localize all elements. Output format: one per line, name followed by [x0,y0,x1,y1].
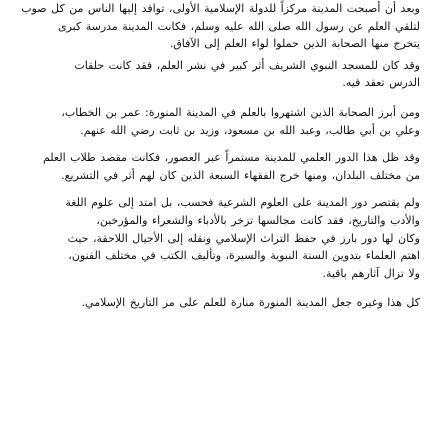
paragraph-line: من مختلف البلدان، ومنها خرج الفقهاء السبعة الذين كان لهم أثر في التشريع. [61,168,420,182]
paragraph-line: يتخرج منها الصحابة الذين حملوا لواء العلم إلى الآفاق. [169,37,420,51]
paragraph-line: وبعد أن أصبحت المدينة مركزاً للدولة الإسلامية الأولى، توافد إليها الناس من كل صوب [21,2,420,15]
paragraph-line: كل هذا وغيره جعل المدينة المنورة منارة للعلم على مر التاريخ الإسلامي. [81,296,420,310]
paragraph-line: ومن أبرز الصحابة الذين اشتهروا بالعلم في المدينة المنورة: عمر بن الخطاب، [61,105,420,119]
paragraph-line: وكان لها دور بارز في حفظ التراث الإسلامي ونقله إلى الأجيال اللاحقة، حيث [67,231,420,245]
paragraph-1 [10,0,420,53]
paragraph-line: اهتم العلماء بتدوين السنة النبوية والسيرة، وتأليف الكتب في مختلف الفنون، [68,249,420,263]
paragraph-line: لتلقي العلم عن رسول الله صلى الله عليه وسلم، فكانت المدينة مدرسة كبرى [57,19,420,33]
paragraph-6 [10,294,420,312]
paragraph-line: الدرس تعقد فيه. [342,76,420,90]
paragraph-2 [10,57,420,92]
paragraph-line: وعلي بن أبي طالب، وعبد الله بن مسعود، وزيد بن ثابت رضي الله عنهم. [80,123,420,137]
paragraph-3 [10,104,420,139]
paragraph-line: وقد ظل هذا الدور العلمي للمدينة مستمراً عبر العصور، فكانت مقصد طلاب العلم [42,151,420,165]
paragraph-line: ولا تزال آثارهم باقية. [322,266,420,280]
paragraph-line: والأدب والتاريخ، فقد كانت مجالسها تزخر بالأدباء والشعراء والمؤرخين، [96,213,420,227]
paragraph-line: ولم يقتصر دور المدينة على العلوم الشرعية فحسب، بل امتد إلى علوم اللغة [65,196,420,210]
paragraph-5 [10,194,420,282]
paragraph-4 [10,149,420,184]
paragraph-line: وقد كان للمسجد النبوي الشريف أثر كبير في نشر العلم، فقد كانت حلقات [74,58,420,72]
